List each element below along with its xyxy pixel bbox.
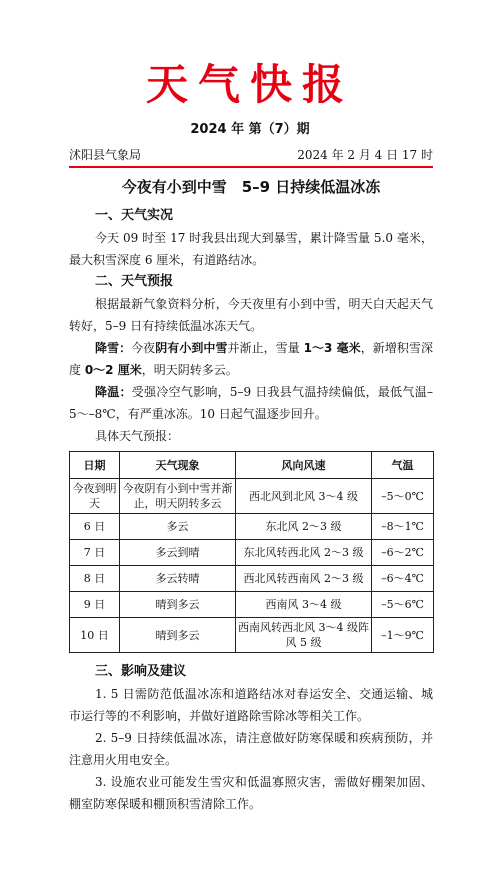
section-title-advice: 三、影响及建议 — [95, 664, 187, 679]
advice-paragraph-3: 3. 设施农业可能发生雪灾和低温寡照灾害，需做好棚架加固、棚室防寒保暖和棚顶积雪清除工作。 — [69, 775, 433, 811]
cell-date: 8 日 — [70, 566, 120, 592]
cell-weather: 多云到晴 — [120, 540, 236, 566]
advice-paragraph-2: 2. 5–9 日持续低温冰冻，请注意做好防寒保暖和疾病预防，并注意用火用电安全。 — [69, 731, 433, 767]
issuer-row — [69, 146, 433, 163]
cell-date: 今夜到明天 — [70, 479, 120, 514]
issue-date: 2024 年 2 月 4 日 17 时 — [297, 148, 433, 162]
cell-wind: 西北风到北风 3～4 级 — [236, 479, 372, 514]
header-wind: 风向风速 — [236, 452, 372, 479]
cell-temperature: –5～6℃ — [372, 592, 434, 618]
cell-weather: 晴到多云 — [120, 618, 236, 653]
cell-wind: 西南风 3～4 级 — [236, 592, 372, 618]
section-title-observation: 一、天气实况 — [95, 208, 174, 223]
cold-label: 降温： — [95, 385, 132, 399]
table-row — [70, 566, 434, 592]
snow-label: 降雪： — [95, 341, 132, 355]
table-row — [70, 479, 434, 514]
cell-temperature: –6～4℃ — [372, 566, 434, 592]
cell-date: 9 日 — [70, 592, 120, 618]
issuer-name: 沭阳县气象局 — [69, 148, 142, 162]
document-body — [69, 176, 433, 815]
cell-weather: 多云 — [120, 514, 236, 540]
cell-wind: 西南风转西北风 3～4 级阵风 5 级 — [236, 618, 372, 653]
issue-number: 2024 年 第（7）期 — [190, 122, 310, 137]
table-caption: 具体天气预报： — [95, 429, 180, 443]
table-header-row — [70, 452, 434, 479]
red-rule-top — [69, 166, 433, 168]
cell-date: 7 日 — [70, 540, 120, 566]
cell-temperature: –8～1℃ — [372, 514, 434, 540]
header-date: 日期 — [70, 452, 120, 479]
table-row — [70, 540, 434, 566]
header-temperature: 气温 — [372, 452, 434, 479]
forecast-table — [69, 451, 434, 653]
forecast-paragraph: 根据最新气象资料分析，今天夜里有小到中雪，明天白天起天气转好，5–9 日有持续低温冰冻天气。 — [69, 297, 433, 333]
table-row — [70, 514, 434, 540]
cell-weather: 晴到多云 — [120, 592, 236, 618]
snow-paragraph: 降雪：今夜阴有小到中雪并渐止，雪量 1～3 毫米，新增积雪深度 0～2 厘米，明天阴转多云。 — [69, 341, 433, 377]
table-row — [70, 592, 434, 618]
cell-date: 10 日 — [70, 618, 120, 653]
section-title-forecast: 二、天气预报 — [95, 274, 174, 289]
header-weather: 天气现象 — [120, 452, 236, 479]
cell-wind: 西北风转西南风 2～3 级 — [236, 566, 372, 592]
headline: 今夜有小到中雪 5–9 日持续低温冰冻 — [121, 178, 381, 196]
cell-temperature: –5～0℃ — [372, 479, 434, 514]
cell-date: 6 日 — [70, 514, 120, 540]
cell-weather: 多云转晴 — [120, 566, 236, 592]
masthead-title: 天气快报 — [145, 60, 354, 109]
observation-paragraph: 今天 09 时至 17 时我县出现大到暴雪，累计降雪量 5.0 毫米，最大积雪深度 6 厘米，有道路结冰。 — [69, 231, 433, 267]
cell-temperature: –6～2℃ — [372, 540, 434, 566]
table-row — [70, 618, 434, 653]
cell-temperature: –1～9℃ — [372, 618, 434, 653]
cell-weather: 今夜阴有小到中雪并渐止，明天阴转多云 — [120, 479, 236, 514]
cell-wind: 东北风 2～3 级 — [236, 514, 372, 540]
cell-wind: 东北风转西北风 2～3 级 — [236, 540, 372, 566]
cold-paragraph: 降温：受强冷空气影响，5–9 日我县气温持续偏低，最低气温–5～–8℃，有严重冰冻。10 日起气温逐步回升。 — [69, 385, 433, 421]
advice-paragraph-1: 1. 5 日需防范低温冰冻和道路结冰对春运安全、交通运输、城市运行等的不利影响，并做好道路除雪除冰等相关工作。 — [69, 687, 433, 723]
